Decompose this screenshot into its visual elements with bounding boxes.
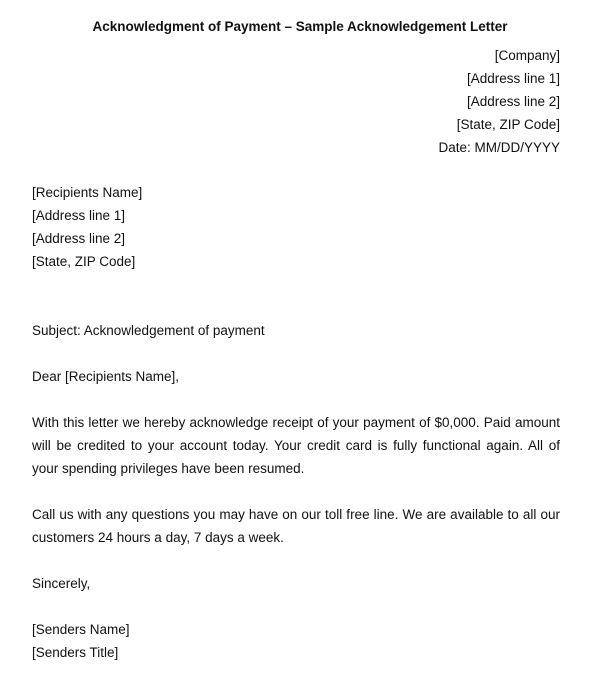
sender-address-line-1: [Address line 1] (466, 71, 560, 86)
letter-salutation: Dear [Recipients Name], (32, 369, 180, 384)
sender-address-block (32, 44, 560, 159)
recipient-state-zip: [State, ZIP Code] (32, 254, 136, 269)
sender-name: [Senders Name] (32, 622, 130, 637)
sender-title: [Senders Title] (32, 645, 119, 660)
recipient-name: [Recipients Name] (32, 185, 143, 200)
document-title: Acknowledgment of Payment – Sample Acknowledgement Letter (92, 19, 508, 34)
letter-subject: Subject: Acknowledgement of payment (32, 323, 265, 338)
letter-closing: Sincerely, (32, 576, 91, 591)
body-paragraph-1: With this letter we hereby acknowledge receipt of your payment of $0,000. Paid amount will be credited to your account today. Your credit card is fully functional again. All of your spending privileges have been resumed. (32, 415, 560, 476)
recipient-address-block (32, 181, 560, 273)
sender-state-zip: [State, ZIP Code] (456, 117, 560, 132)
recipient-address-line-1: [Address line 1] (32, 208, 126, 223)
sender-company: [Company] (494, 48, 560, 63)
body-paragraph-2: Call us with any questions you may have on our toll free line. We are available to all our customers 24 hours a day, 7 days a week. (32, 507, 560, 545)
recipient-address-line-2: [Address line 2] (32, 231, 126, 246)
sender-address-line-2: [Address line 2] (466, 94, 560, 109)
letter-date: Date: MM/DD/YYYY (438, 140, 560, 155)
signature-block (32, 618, 560, 664)
